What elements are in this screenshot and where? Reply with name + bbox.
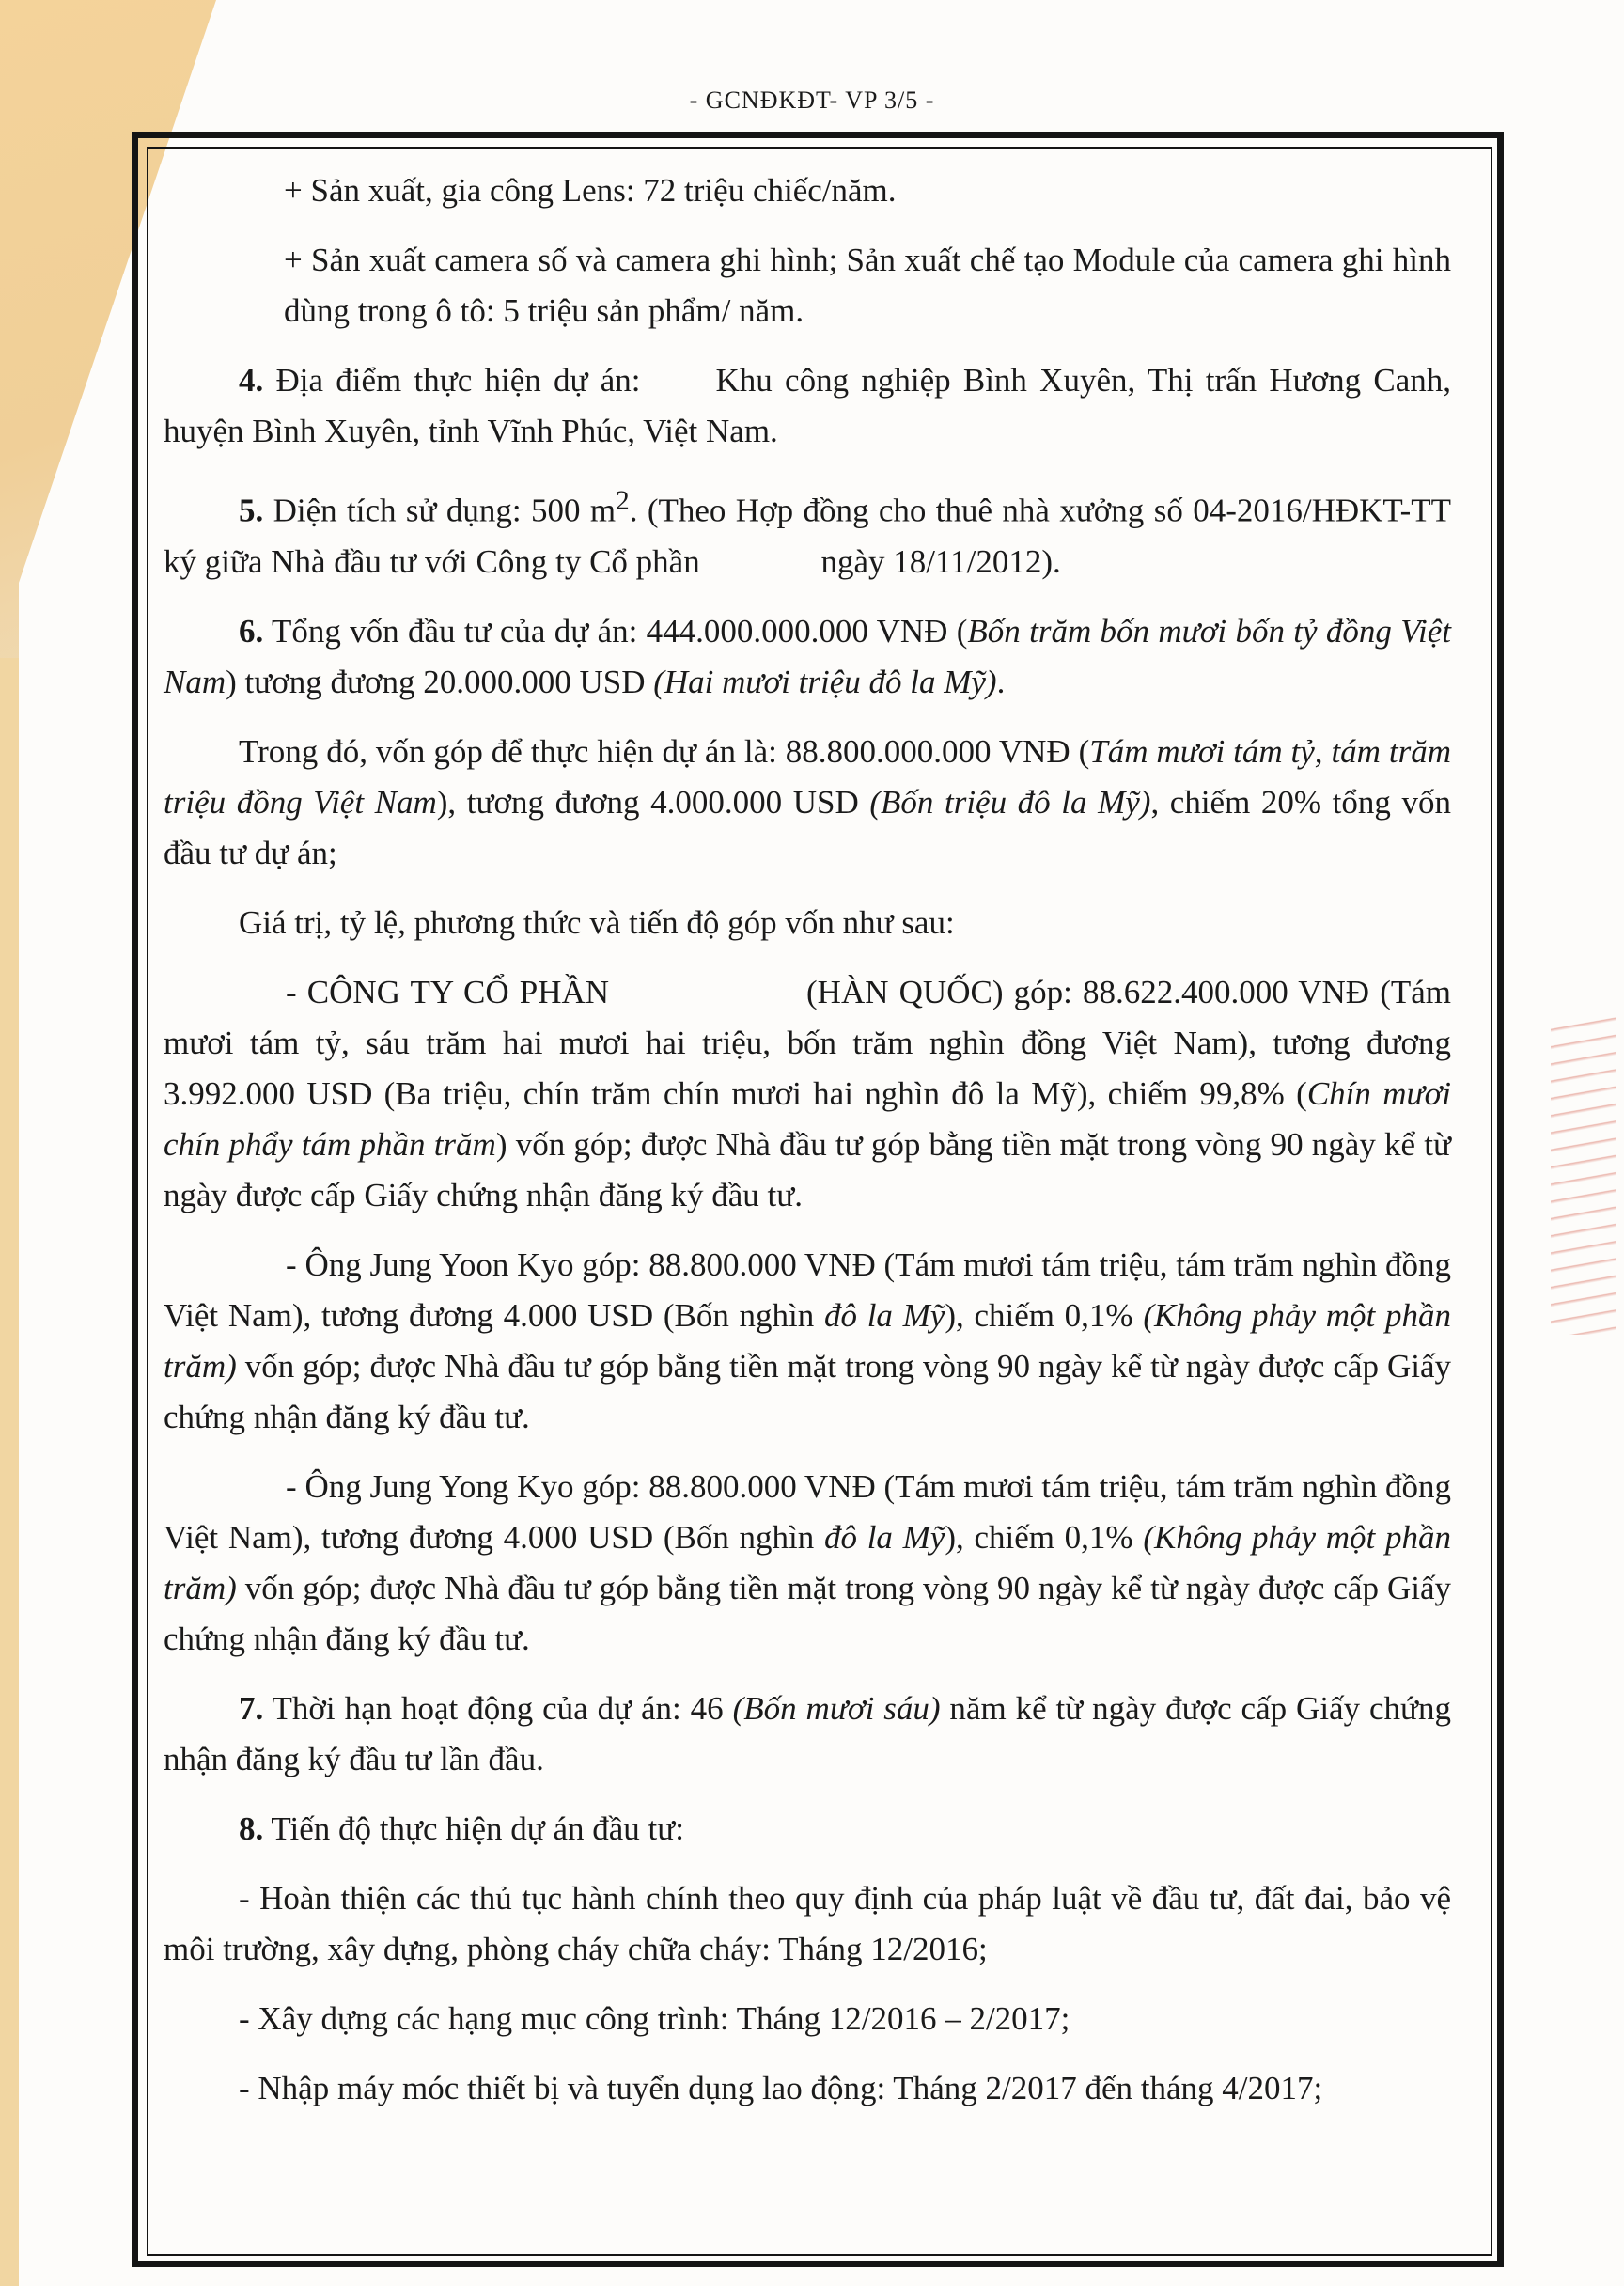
section-text: . (Theo Hợp đồng cho thuê nhà xưởng số 04-2016/HĐKT-TT ký giữa Nhà đầu tư với Công ty Cổ phần [164, 492, 1451, 580]
section-number: 7. [239, 1689, 264, 1727]
section-text: năm kể từ ngày được cấp Giấy chứng nhận đăng ký đầu tư lần đầu. [164, 1689, 1451, 1777]
section-text: vốn góp; được Nhà đầu tư góp bằng tiền mặt trong vòng 90 ngày kể từ ngày được cấp Giấy chứng nhận đăng ký đầu tư. [164, 1347, 1451, 1435]
section-text: - Ông Jung Yong Kyo góp: 88.800.000 VNĐ (Tám mươi tám triệu, tám trăm nghìn đồng Việt Nam), tương đương 4.000 USD (Bốn nghìn [164, 1467, 1451, 1556]
section-text: ngày 18/11/2012). [820, 542, 1061, 580]
schedule-item: - Nhập máy móc thiết bị và tuyển dụng lao động: Tháng 2/2017 đến tháng 4/2017; [239, 2069, 1323, 2106]
italic-text: (Không phảy một phần trăm) [164, 1296, 1451, 1385]
section-text: Trong đó, vốn góp để thực hiện dự án là: 88.800.000.000 VNĐ ( [239, 732, 1090, 770]
section-text: , chiếm 20% tổng vốn đầu tư dự án; [164, 783, 1451, 871]
company-name: - CÔNG TY CỔ PHẦN [286, 973, 610, 1010]
section-label: Địa điểm thực hiện dự án: [275, 362, 641, 399]
contribution-intro: Giá trị, tỷ lệ, phương thức và tiến độ góp vốn như sau: [239, 903, 955, 941]
section-8-schedule-title [164, 1804, 1451, 1855]
section-text: ) tương đương 20.000.000 USD [226, 663, 654, 700]
contribution-jung-yong-kyo [164, 1462, 1451, 1665]
section-title: Tiến độ thực hiện dự án đầu tư: [271, 1809, 684, 1847]
section-text: vốn góp; được Nhà đầu tư góp bằng tiền mặt trong vòng 90 ngày kể từ ngày được cấp Giấy chứng nhận đăng ký đầu tư. [164, 1569, 1451, 1657]
section-text: Tổng vốn đầu tư của dự án: 444.000.000.000 VNĐ ( [271, 612, 968, 650]
section-text: ), tương đương 4.000.000 USD [436, 783, 870, 821]
section-6-capital [164, 606, 1451, 708]
section-text: - Ông Jung Yoon Kyo góp: 88.800.000 VNĐ (Tám mươi tám triệu, tám trăm nghìn đồng Việt Nam), tương đương 4.000 USD (Bốn nghìn [164, 1245, 1451, 1334]
section-text: ), chiếm 0,1% [945, 1518, 1144, 1556]
italic-text: đô la Mỹ [823, 1296, 945, 1334]
section-5-area [164, 476, 1451, 587]
schedule-item: - Xây dựng các hạng mục công trình: Tháng 12/2016 – 2/2017; [239, 1999, 1070, 2037]
page-header: - GCNĐKĐT- VP 3/5 - [689, 86, 935, 114]
section-text: Khu công nghiệp Bình Xuyên, Thị trấn Hương Canh, huyện Bình Xuyên, tỉnh Vĩnh Phúc, Việt Nam. [164, 362, 1452, 449]
italic-text: đô la Mỹ [823, 1518, 945, 1556]
document-body [164, 165, 1451, 2133]
italic-text: Bốn trăm bốn mươi bốn tỷ đồng Việt Nam [164, 612, 1451, 700]
schedule-item: - Hoàn thiện các thủ tục hành chính theo quy định của pháp luật về đầu tư, đất đai, bảo vệ môi trường, xây dựng, phòng cháy chữa cháy: Tháng 12/2016; [164, 1879, 1451, 1967]
bullet-lens: + Sản xuất, gia công Lens: 72 triệu chiếc/năm. [284, 172, 897, 209]
section-number: 4. [239, 362, 264, 399]
section-4-location [164, 355, 1451, 457]
section-text: ), chiếm 0,1% [945, 1296, 1144, 1334]
contribution-company [164, 967, 1451, 1221]
italic-text: (Bốn mươi sáu) [732, 1689, 941, 1727]
section-text: Thời hạn hoạt động của dự án: 46 [272, 1689, 733, 1727]
italic-text: (Hai mươi triệu đô la Mỹ) [653, 663, 997, 700]
bullet-camera: + Sản xuất camera số và camera ghi hình; Sản xuất chế tạo Module của camera ghi hình dùng trong ô tô: 5 triệu sản phẩm/ năm. [284, 242, 1451, 329]
italic-text: Chín mươi chín phẩy tám phần trăm [164, 1074, 1451, 1163]
section-7-duration [164, 1683, 1451, 1785]
stamp-mark [1551, 1015, 1616, 1335]
contribution-jung-yoon-kyo [164, 1240, 1451, 1443]
section-number: 8. [239, 1809, 264, 1847]
superscript: 2 [616, 486, 630, 516]
capital-contribution [164, 727, 1451, 879]
section-number: 5. [239, 492, 264, 529]
section-text: Diện tích sử dụng: 500 m [273, 492, 617, 529]
section-text: . [996, 663, 1006, 700]
italic-text: (Bốn triệu đô la Mỹ) [869, 783, 1151, 821]
section-text: (HÀN QUỐC) góp: 88.622.400.000 VNĐ (Tám mươi tám tỷ, sáu trăm hai mươi hai triệu, bốn trăm nghìn đồng Việt Nam), tương đương 3.992.000 USD (Ba triệu, chín trăm chín mươi hai nghìn đô la Mỹ), chiếm 99,8% ( [164, 973, 1451, 1112]
section-number: 6. [239, 612, 264, 650]
section-text: ) vốn góp; được Nhà đầu tư góp bằng tiền mặt trong vòng 90 ngày kể từ ngày được cấp Giấy chứng nhận đăng ký đầu tư. [164, 1125, 1452, 1213]
italic-text: (Không phảy một phần trăm) [164, 1518, 1451, 1606]
italic-text: Tám mươi tám tỷ, tám trăm triệu đồng Việt Nam [164, 732, 1452, 821]
